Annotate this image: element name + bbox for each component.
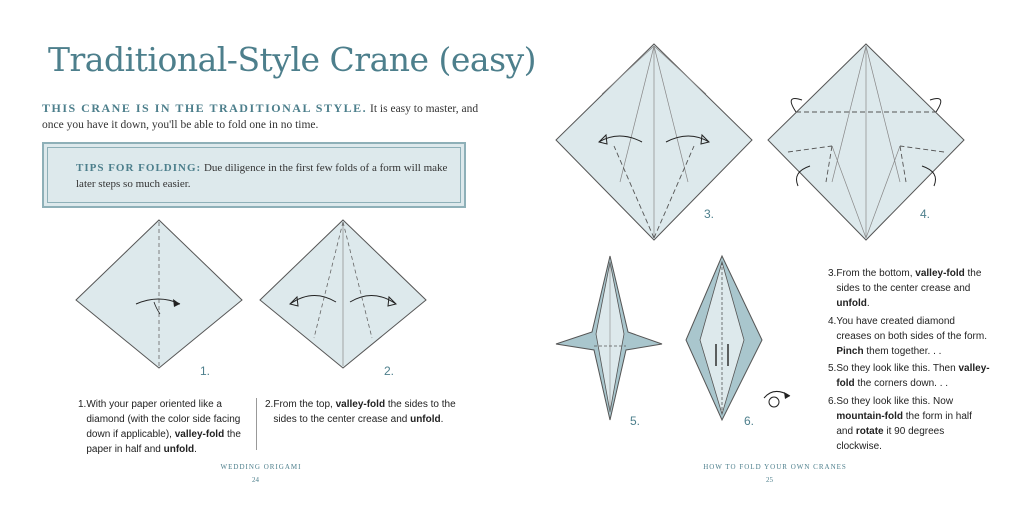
step-5-text: 5. So they look like this. Then valley-fold the corners down. . . xyxy=(828,363,990,389)
figure-number-2: 2. xyxy=(384,364,395,378)
diagram-step-4 xyxy=(766,42,966,242)
diagram-step-1 xyxy=(74,218,244,368)
figure-number-3: 3. xyxy=(704,207,715,221)
tips-lead: TIPS FOR FOLDING: xyxy=(76,162,202,174)
figure-number-1: 1. xyxy=(200,364,211,378)
right-page-number: 25 xyxy=(766,476,773,484)
figure-number-5: 5. xyxy=(630,414,641,428)
step-3-text: 3. From the bottom, valley-fold the sides to the center crease and unfold. xyxy=(828,268,982,309)
figure-number-4: 4. xyxy=(920,207,931,221)
step-1-text: 1. With your paper oriented like a diamond (with the color side facing down if applicable), valley-fold the paper in half and unfold. xyxy=(78,399,241,455)
intro-paragraph xyxy=(42,100,492,133)
step-4-text: 4. You have created diamond creases on both sides of the form. Pinch them together. . . xyxy=(828,316,987,357)
tips-text-block xyxy=(76,160,466,192)
left-page-number: 24 xyxy=(252,476,259,484)
diagram-step-3 xyxy=(554,42,754,242)
diagram-step-6 xyxy=(684,254,764,424)
tips-box xyxy=(42,142,466,208)
left-footer: WEDDING ORIGAMI xyxy=(220,463,302,471)
page-title: Traditional-Style Crane (easy) xyxy=(48,40,537,79)
intro-lead: THIS CRANE IS IN THE TRADITIONAL STYLE. xyxy=(42,101,368,115)
figure-number-6: 6. xyxy=(744,414,755,428)
intro-text: It is easy to master, and once you have it down, you'll be able to fold one in no time. xyxy=(42,103,479,131)
step-2-text: 2. From the top, valley-fold the sides to the sides to the center crease and unfold. xyxy=(265,399,456,425)
right-footer: HOW TO FOLD YOUR OWN CRANES xyxy=(703,463,847,471)
column-divider xyxy=(256,398,257,450)
tips-text: Due diligence in the first few folds of a form will make later steps so much easier. xyxy=(76,162,448,190)
diagram-step-2 xyxy=(258,218,428,368)
step-6-text: 6. So they look like this. Now mountain-fold the form in half and rotate it 90 degrees clockwise. xyxy=(828,396,972,452)
rotate-icon xyxy=(760,388,796,412)
diagram-step-5 xyxy=(554,254,664,424)
